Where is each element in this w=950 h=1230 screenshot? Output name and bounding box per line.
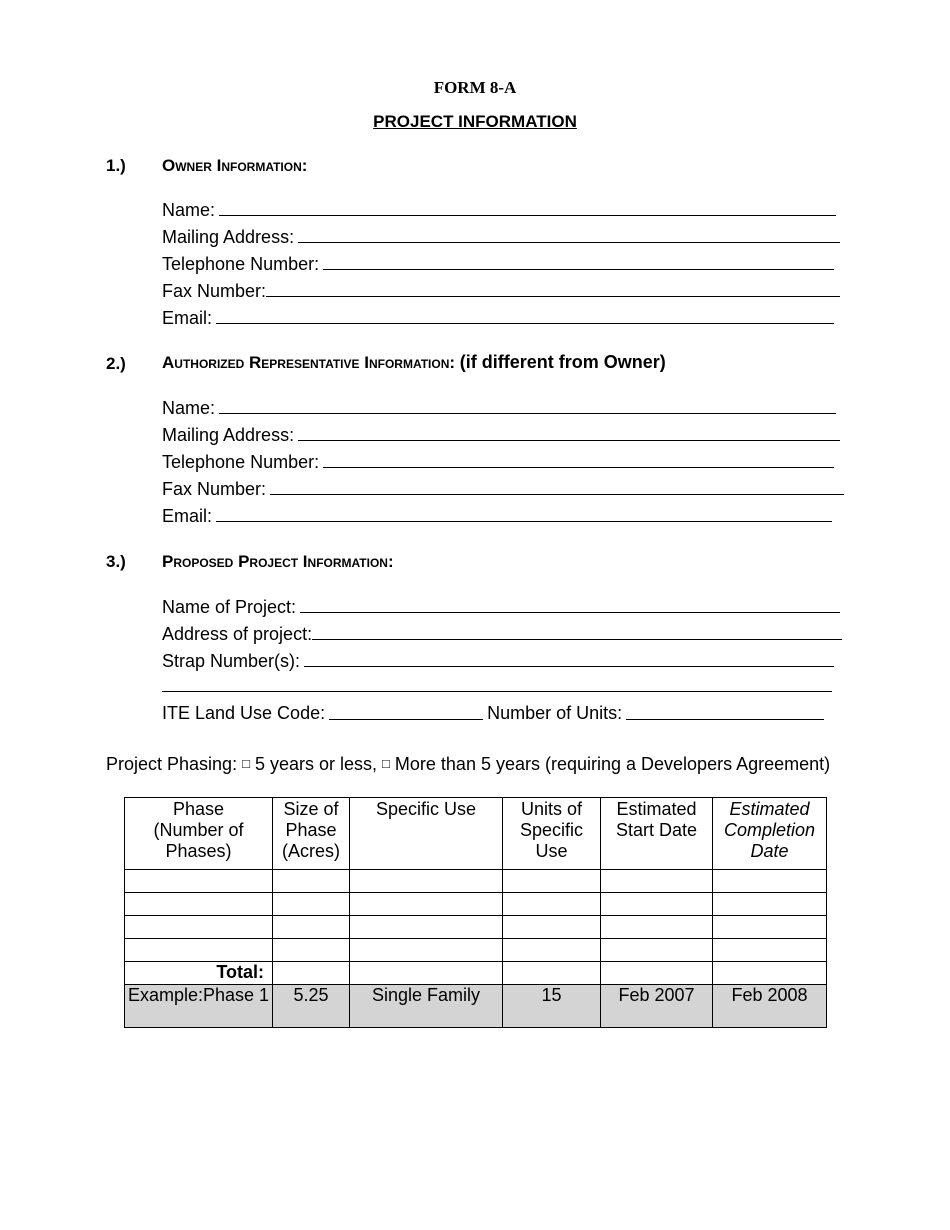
ite-code-label: ITE Land Use Code: bbox=[162, 703, 326, 723]
table-cell[interactable] bbox=[713, 916, 827, 939]
form-number: FORM 8-A bbox=[433, 78, 517, 97]
owner-name-label: Name: bbox=[162, 200, 216, 220]
section-1-title-text: Owner Information: bbox=[162, 156, 308, 175]
units-label: Number of Units: bbox=[487, 703, 623, 723]
rep-name-label: Name: bbox=[162, 398, 216, 418]
section-2-number: 2.) bbox=[106, 354, 126, 373]
example-phase: Example:Phase 1 bbox=[125, 985, 273, 1028]
table-cell[interactable] bbox=[273, 870, 350, 893]
rep-phone-line[interactable] bbox=[323, 466, 834, 468]
example-units: 15 bbox=[503, 985, 601, 1028]
section-3-title bbox=[162, 552, 394, 572]
table-cell[interactable] bbox=[713, 893, 827, 916]
total-cell[interactable] bbox=[713, 962, 827, 985]
example-row bbox=[125, 985, 827, 1028]
project-name-label: Name of Project: bbox=[162, 597, 297, 617]
table-cell[interactable] bbox=[125, 870, 273, 893]
project-name-line[interactable] bbox=[300, 611, 840, 613]
total-cell[interactable] bbox=[601, 962, 713, 985]
owner-fax-line[interactable] bbox=[266, 295, 840, 297]
example-use: Single Family bbox=[350, 985, 503, 1028]
table-row bbox=[125, 893, 827, 916]
table-cell[interactable] bbox=[503, 939, 601, 962]
rep-fax-field[interactable] bbox=[162, 475, 844, 499]
owner-mailing-line[interactable] bbox=[298, 241, 840, 243]
section-1-title bbox=[162, 156, 307, 176]
total-cell[interactable] bbox=[350, 962, 503, 985]
ite-units-row bbox=[162, 700, 828, 724]
strap-number-label: Strap Number(s): bbox=[162, 651, 301, 671]
owner-email-label: Email: bbox=[162, 308, 213, 328]
owner-name-field[interactable] bbox=[162, 196, 836, 220]
table-cell[interactable] bbox=[713, 939, 827, 962]
table-cell[interactable] bbox=[503, 870, 601, 893]
total-cell[interactable] bbox=[273, 962, 350, 985]
phasing-label: Project Phasing: bbox=[106, 754, 238, 774]
option-more-than-5-years: More than 5 years (requiring a Developers Agreement) bbox=[394, 754, 831, 774]
rep-mailing-label: Mailing Address: bbox=[162, 425, 295, 445]
project-address-line[interactable] bbox=[312, 638, 842, 640]
header-units: Units of Specific Use bbox=[503, 798, 601, 870]
section-2-title-text: Authorized Representative Information: bbox=[162, 353, 456, 372]
project-phasing bbox=[106, 754, 830, 775]
rep-phone-label: Telephone Number: bbox=[162, 452, 320, 472]
table-cell[interactable] bbox=[601, 870, 713, 893]
table-cell[interactable] bbox=[503, 893, 601, 916]
table-row bbox=[125, 870, 827, 893]
project-address-label: Address of project: bbox=[162, 624, 313, 644]
total-row bbox=[125, 962, 827, 985]
header-start-date: Estimated Start Date bbox=[601, 798, 713, 870]
owner-email-field[interactable] bbox=[162, 304, 834, 328]
project-address-field[interactable] bbox=[162, 620, 842, 644]
phases-table bbox=[124, 797, 827, 1028]
strap-number-field[interactable] bbox=[162, 647, 834, 671]
rep-phone-field[interactable] bbox=[162, 448, 834, 472]
total-cell[interactable] bbox=[503, 962, 601, 985]
owner-phone-field[interactable] bbox=[162, 250, 834, 274]
section-1-number: 1.) bbox=[106, 156, 126, 175]
table-cell[interactable] bbox=[273, 916, 350, 939]
units-line[interactable] bbox=[626, 718, 824, 720]
table-cell[interactable] bbox=[125, 916, 273, 939]
owner-mailing-field[interactable] bbox=[162, 223, 840, 247]
strap-continuation-line[interactable] bbox=[162, 691, 832, 692]
example-start: Feb 2007 bbox=[601, 985, 713, 1028]
owner-name-line[interactable] bbox=[219, 214, 836, 216]
header-completion-date: Estimated Completion Date bbox=[713, 798, 827, 870]
section-2-note: (if different from Owner) bbox=[459, 352, 666, 372]
header-phase: Phase (Number of Phases) bbox=[125, 798, 273, 870]
table-cell[interactable] bbox=[125, 939, 273, 962]
rep-name-line[interactable] bbox=[219, 412, 836, 414]
table-cell[interactable] bbox=[503, 916, 601, 939]
rep-fax-label: Fax Number: bbox=[162, 479, 267, 499]
table-cell[interactable] bbox=[273, 939, 350, 962]
checkbox-5-years-or-less[interactable]: □ bbox=[242, 756, 250, 771]
table-cell[interactable] bbox=[350, 893, 503, 916]
table-header-row bbox=[125, 798, 827, 870]
table-cell[interactable] bbox=[350, 916, 503, 939]
rep-mailing-field[interactable] bbox=[162, 421, 840, 445]
project-name-field[interactable] bbox=[162, 593, 840, 617]
table-cell[interactable] bbox=[273, 893, 350, 916]
rep-email-line[interactable] bbox=[216, 520, 832, 522]
owner-phone-label: Telephone Number: bbox=[162, 254, 320, 274]
table-cell[interactable] bbox=[350, 870, 503, 893]
option-5-years-or-less: 5 years or less, bbox=[254, 754, 378, 774]
owner-phone-line[interactable] bbox=[323, 268, 834, 270]
rep-mailing-line[interactable] bbox=[298, 439, 840, 441]
table-cell[interactable] bbox=[713, 870, 827, 893]
table-row bbox=[125, 916, 827, 939]
header-size: Size of Phase (Acres) bbox=[273, 798, 350, 870]
total-label: Total: bbox=[125, 962, 273, 985]
checkbox-more-than-5-years[interactable]: □ bbox=[382, 756, 390, 771]
rep-name-field[interactable] bbox=[162, 394, 836, 418]
owner-mailing-label: Mailing Address: bbox=[162, 227, 295, 247]
example-completion: Feb 2008 bbox=[713, 985, 827, 1028]
rep-fax-line[interactable] bbox=[270, 493, 844, 495]
owner-email-line[interactable] bbox=[216, 322, 834, 324]
section-3-title-text: Proposed Project Information: bbox=[162, 552, 394, 571]
table-cell[interactable] bbox=[601, 916, 713, 939]
rep-email-field[interactable] bbox=[162, 502, 832, 526]
table-row bbox=[125, 939, 827, 962]
table-cell[interactable] bbox=[601, 893, 713, 916]
section-2-title bbox=[162, 352, 666, 373]
rep-email-label: Email: bbox=[162, 506, 213, 526]
owner-fax-label: Fax Number: bbox=[162, 281, 267, 301]
example-size: 5.25 bbox=[273, 985, 350, 1028]
table-cell[interactable] bbox=[125, 893, 273, 916]
table-cell[interactable] bbox=[350, 939, 503, 962]
owner-fax-field[interactable] bbox=[162, 277, 840, 301]
ite-code-line[interactable] bbox=[329, 718, 483, 720]
header-specific-use: Specific Use bbox=[350, 798, 503, 870]
page-title: PROJECT INFORMATION bbox=[373, 112, 577, 131]
section-3-number: 3.) bbox=[106, 552, 126, 571]
table-cell[interactable] bbox=[601, 939, 713, 962]
strap-number-line[interactable] bbox=[304, 665, 834, 667]
